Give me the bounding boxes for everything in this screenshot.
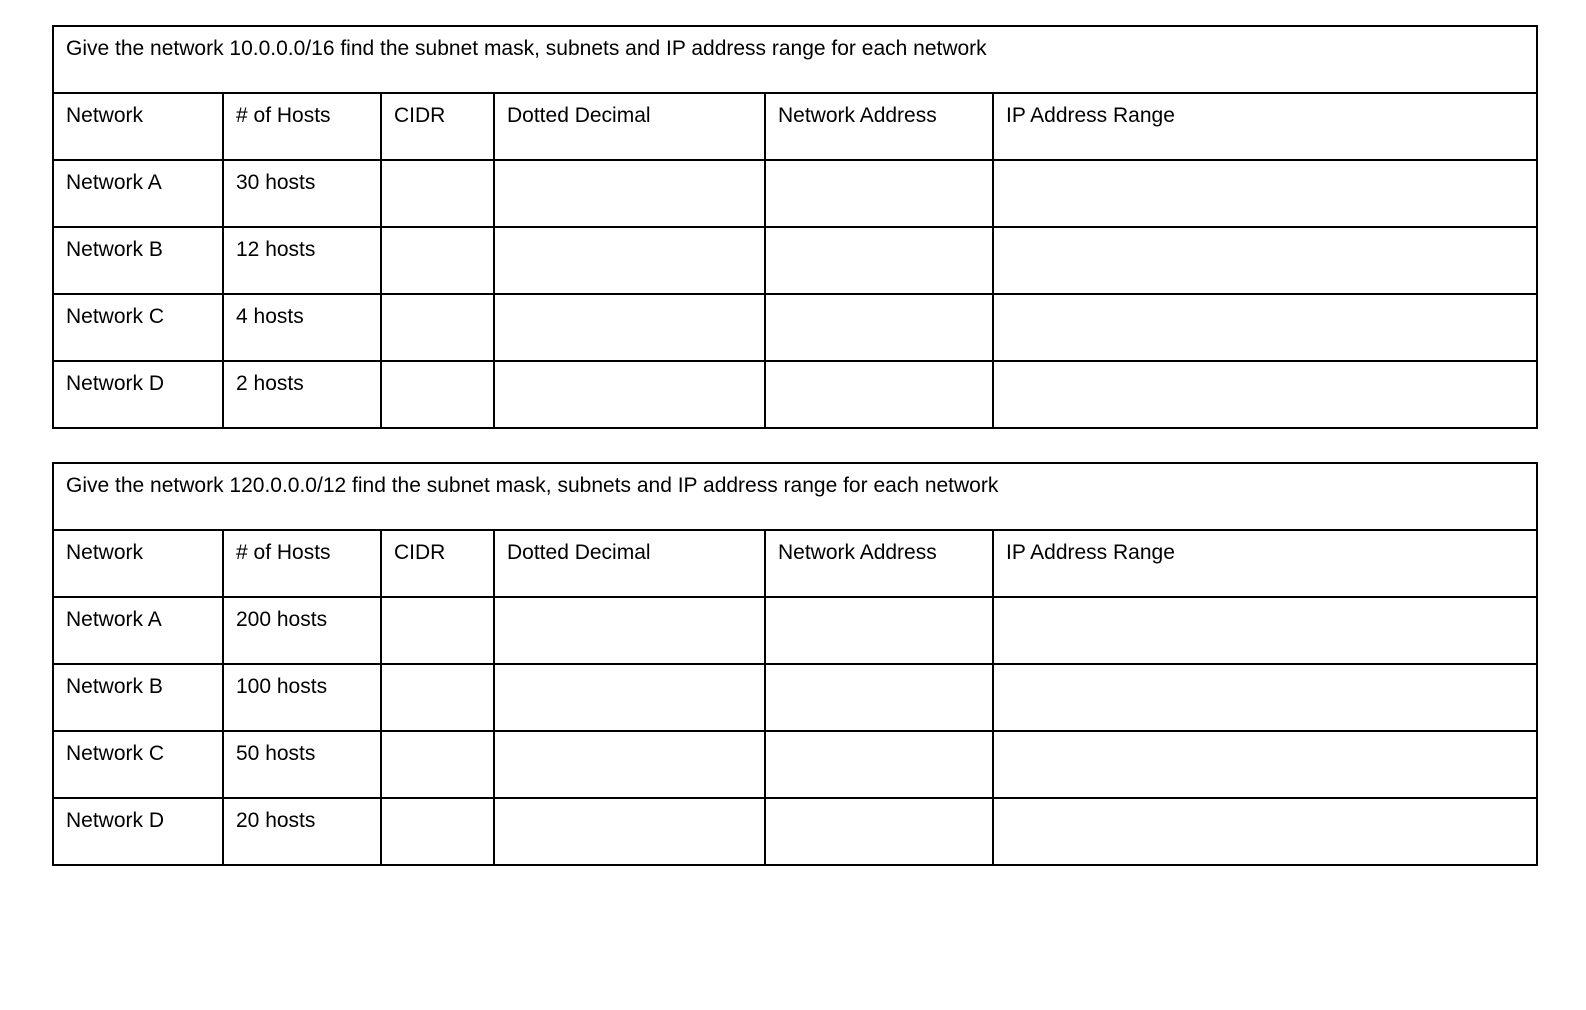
network-cell: Network C: [53, 731, 223, 798]
header-row: [53, 93, 1537, 160]
hosts-cell: 12 hosts: [223, 227, 381, 294]
ip-range-cell[interactable]: [993, 798, 1537, 865]
hosts-cell: 50 hosts: [223, 731, 381, 798]
network-address-cell[interactable]: [765, 731, 993, 798]
cidr-cell[interactable]: [381, 160, 494, 227]
column-header-ip-range: IP Address Range: [993, 93, 1537, 160]
dotted-decimal-cell[interactable]: [494, 361, 765, 428]
table-row: [53, 227, 1537, 294]
cidr-cell[interactable]: [381, 731, 494, 798]
column-header-cidr: CIDR: [381, 530, 494, 597]
column-header-network: Network: [53, 93, 223, 160]
hosts-cell: 2 hosts: [223, 361, 381, 428]
column-header-dotted-decimal: Dotted Decimal: [494, 530, 765, 597]
network-cell: Network D: [53, 361, 223, 428]
column-header-hosts: # of Hosts: [223, 93, 381, 160]
network-cell: Network C: [53, 294, 223, 361]
column-header-network: Network: [53, 530, 223, 597]
dotted-decimal-cell[interactable]: [494, 798, 765, 865]
ip-range-cell[interactable]: [993, 731, 1537, 798]
column-header-hosts: # of Hosts: [223, 530, 381, 597]
network-cell: Network D: [53, 798, 223, 865]
column-header-ip-range: IP Address Range: [993, 530, 1537, 597]
ip-range-cell[interactable]: [993, 664, 1537, 731]
subnet-worksheet-1: [52, 25, 1538, 429]
cidr-cell[interactable]: [381, 798, 494, 865]
network-address-cell[interactable]: [765, 664, 993, 731]
worksheet-prompt: Give the network 120.0.0.0/12 find the subnet mask, subnets and IP address range for each network: [53, 463, 1537, 530]
network-cell: Network B: [53, 227, 223, 294]
ip-range-cell[interactable]: [993, 160, 1537, 227]
cidr-cell[interactable]: [381, 227, 494, 294]
network-address-cell[interactable]: [765, 160, 993, 227]
network-address-cell[interactable]: [765, 361, 993, 428]
prompt-row: [53, 463, 1537, 530]
cidr-cell[interactable]: [381, 664, 494, 731]
dotted-decimal-cell[interactable]: [494, 597, 765, 664]
cidr-cell[interactable]: [381, 597, 494, 664]
table-row: [53, 294, 1537, 361]
hosts-cell: 4 hosts: [223, 294, 381, 361]
dotted-decimal-cell[interactable]: [494, 664, 765, 731]
table-row: [53, 160, 1537, 227]
table-row: [53, 361, 1537, 428]
table-row: [53, 731, 1537, 798]
table-row: [53, 664, 1537, 731]
column-header-network-address: Network Address: [765, 93, 993, 160]
ip-range-cell[interactable]: [993, 597, 1537, 664]
network-cell: Network B: [53, 664, 223, 731]
ip-range-cell[interactable]: [993, 227, 1537, 294]
column-header-dotted-decimal: Dotted Decimal: [494, 93, 765, 160]
hosts-cell: 30 hosts: [223, 160, 381, 227]
cidr-cell[interactable]: [381, 294, 494, 361]
network-address-cell[interactable]: [765, 227, 993, 294]
ip-range-cell[interactable]: [993, 361, 1537, 428]
dotted-decimal-cell[interactable]: [494, 227, 765, 294]
column-header-cidr: CIDR: [381, 93, 494, 160]
network-address-cell[interactable]: [765, 294, 993, 361]
ip-range-cell[interactable]: [993, 294, 1537, 361]
network-cell: Network A: [53, 597, 223, 664]
hosts-cell: 100 hosts: [223, 664, 381, 731]
table-row: [53, 798, 1537, 865]
hosts-cell: 20 hosts: [223, 798, 381, 865]
network-address-cell[interactable]: [765, 798, 993, 865]
cidr-cell[interactable]: [381, 361, 494, 428]
network-address-cell[interactable]: [765, 597, 993, 664]
table-row: [53, 597, 1537, 664]
subnet-worksheet-2: [52, 462, 1538, 866]
dotted-decimal-cell[interactable]: [494, 294, 765, 361]
dotted-decimal-cell[interactable]: [494, 731, 765, 798]
prompt-row: [53, 26, 1537, 93]
worksheet-prompt: Give the network 10.0.0.0/16 find the subnet mask, subnets and IP address range for each network: [53, 26, 1537, 93]
dotted-decimal-cell[interactable]: [494, 160, 765, 227]
hosts-cell: 200 hosts: [223, 597, 381, 664]
network-cell: Network A: [53, 160, 223, 227]
header-row: [53, 530, 1537, 597]
column-header-network-address: Network Address: [765, 530, 993, 597]
